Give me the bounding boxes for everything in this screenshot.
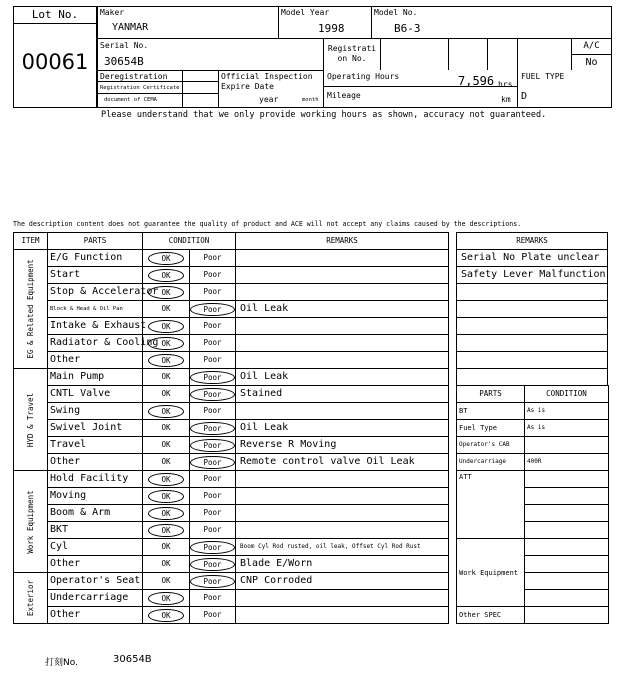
remark-cell [236,267,449,284]
table-row [457,284,608,301]
remarks-table-header: REMARKS [457,233,608,250]
ok-cell [143,335,190,352]
poor-cell [190,488,236,505]
ok-cell [143,267,190,284]
poor-label: Poor [190,439,234,452]
registration-certificate-label: Registration Certificate [100,85,180,91]
poor-cell [190,301,236,318]
cema-label: document of CEMA [104,97,157,103]
maker-value: YANMAR [112,22,149,33]
ok-label: OK [161,559,171,568]
ok-label: OK [148,286,183,299]
table-row [14,267,449,284]
ok-cell [143,352,190,369]
condition-header: CONDITION [143,233,236,250]
part-cell: E/G Function [48,250,143,267]
remark-line: Safety Lever Malfunction [457,267,608,284]
table-row [457,607,609,624]
remark-line [457,335,608,352]
fuel-type-label: FUEL TYPE [521,72,565,81]
spec-parts-header: PARTS [457,386,525,403]
remark-cell: CNP Corroded [236,573,449,590]
remark-cell [236,607,449,624]
table-row [457,318,608,335]
part-cell: Main Pump [48,369,143,386]
ok-cell [143,488,190,505]
part-cell: Travel [48,437,143,454]
ok-cell [143,607,190,624]
poor-cell [190,471,236,488]
remarks-table [456,232,608,386]
ok-cell [143,403,190,420]
spec-empty-cell [525,471,609,488]
part-cell: Stop & Accelerator [48,284,143,301]
ok-label: OK [161,372,171,381]
deregistration-label: Deregistration [100,72,168,81]
ok-label: OK [161,576,171,585]
stamp-value: 30654B [113,654,152,665]
ac-label: A/C [583,41,600,51]
ok-label: OK [148,337,183,350]
ok-cell [143,250,190,267]
ok-label: OK [148,507,183,520]
poor-label: Poor [203,525,222,534]
poor-cell [190,590,236,607]
table-row [457,352,608,369]
poor-label: Poor [203,508,222,517]
spec-empty-cell [525,573,609,590]
ok-label: OK [148,252,183,265]
part-cell: CNTL Valve [48,386,143,403]
poor-label: Poor [203,593,222,602]
condition-table [13,232,449,624]
part-cell: Radiator & Cooling [48,335,143,352]
spec-condition-cell: As is [525,420,609,437]
ok-label: OK [161,542,171,551]
ok-label: OK [148,354,183,367]
item-group-cell [14,369,48,471]
year-label: year [259,95,279,104]
table-row [14,335,449,352]
part-cell: Boom & Arm [48,505,143,522]
poor-label: Poor [203,287,222,296]
table-row [14,471,449,488]
poor-label: Poor [203,338,222,347]
ok-label: OK [161,423,171,432]
spec-part-cell: BT [457,403,525,420]
table-row [457,539,609,556]
table-row [457,369,608,386]
part-cell: Operator's Seat [48,573,143,590]
remark-cell [236,488,449,505]
fuel-type-value: D [521,91,528,102]
ok-cell [143,386,190,403]
att-label: ATT [457,471,525,539]
parts-header: PARTS [48,233,143,250]
part-cell: Cyl [48,539,143,556]
remark-cell: Oil Leak [236,301,449,318]
inspection-label: Official Inspection Expire Date [221,72,313,91]
poor-cell [190,556,236,573]
operating-hours-value: 7,596 [458,74,495,88]
ok-label: OK [148,269,183,282]
remark-cell [236,318,449,335]
table-row [14,403,449,420]
remark-cell [236,505,449,522]
ok-cell [143,454,190,471]
remark-cell: Remote control valve Oil Leak [236,454,449,471]
part-cell: Hold Facility [48,471,143,488]
spec-condition-cell: As is [525,403,609,420]
spec-table [456,385,609,624]
ok-cell [143,590,190,607]
remark-cell [236,471,449,488]
remark-cell [236,352,449,369]
ok-cell [143,471,190,488]
ok-label: OK [161,304,171,313]
ok-label: OK [148,473,183,486]
table-row [457,437,609,454]
item-group-cell [14,573,48,624]
spec-empty-cell [525,590,609,607]
remark-line [457,352,608,369]
poor-cell [190,539,236,556]
ok-cell [143,318,190,335]
ok-cell [143,420,190,437]
ok-cell [143,437,190,454]
part-cell: Other [48,556,143,573]
serial-label: Serial No. [100,41,149,50]
spec-condition-cell [525,437,609,454]
spec-part-cell: Fuel Type [457,420,525,437]
remark-cell [236,522,449,539]
poor-cell [190,267,236,284]
table-row [14,573,449,590]
part-cell: BKT [48,522,143,539]
remark-cell [236,250,449,267]
work-equipment-label: Work Equipment [457,539,525,607]
model-no-label: Model No. [374,8,418,17]
table-row [14,420,449,437]
poor-cell [190,335,236,352]
mileage-label: Mileage [327,91,361,100]
ok-cell [143,539,190,556]
remark-cell: Oil Leak [236,369,449,386]
poor-label: Poor [190,303,234,316]
part-cell: Intake & Exhaust [48,318,143,335]
table-row [14,284,449,301]
table-row [457,454,609,471]
table-row [14,369,449,386]
remark-cell: Reverse R Moving [236,437,449,454]
ok-label: OK [148,524,183,537]
remark-line [457,369,608,386]
poor-label: Poor [203,355,222,364]
remark-cell [236,335,449,352]
operating-hours-label: Operating Hours [327,72,400,81]
poor-cell [190,369,236,386]
part-cell: Swivel Joint [48,420,143,437]
remark-line [457,318,608,335]
poor-cell [190,437,236,454]
item-group-cell [14,250,48,369]
spec-part-cell: Operator's CAB [457,437,525,454]
poor-label: Poor [203,406,222,415]
poor-label: Poor [203,253,222,262]
part-cell: Other [48,352,143,369]
poor-cell [190,250,236,267]
poor-label: Poor [190,388,234,401]
ok-label: OK [161,440,171,449]
stamp-label: 打刻No. [45,658,78,668]
poor-cell [190,522,236,539]
item-group-label: HYD & Travel [25,392,35,447]
hours-disclaimer: Please understand that we only provide working hours as shown, accuracy not guaranteed. [101,110,547,120]
table-row [457,267,608,284]
part-cell: Other [48,607,143,624]
ok-cell [143,505,190,522]
poor-label: Poor [203,321,222,330]
poor-cell [190,403,236,420]
spec-condition-header: CONDITION [525,386,609,403]
table-row [14,301,449,318]
item-group-label: EG & Related Equipment [25,259,35,359]
poor-label: Poor [190,558,234,571]
poor-cell [190,284,236,301]
poor-cell [190,420,236,437]
ok-label: OK [148,405,183,418]
remark-cell: Blade E/Worn [236,556,449,573]
spec-empty-cell [525,556,609,573]
registration-label: Registrati on No. [327,44,377,63]
table-row [457,301,608,318]
ok-label: OK [148,490,183,503]
poor-label: Poor [203,610,222,619]
ok-cell [143,573,190,590]
ok-label: OK [148,320,183,333]
remark-cell: Stained [236,386,449,403]
part-cell: Swing [48,403,143,420]
ok-cell [143,522,190,539]
ok-label: OK [161,457,171,466]
table-row [14,505,449,522]
poor-label: Poor [203,491,222,500]
poor-label: Poor [190,371,234,384]
other-spec-label: Other SPEC [457,607,525,624]
poor-cell [190,454,236,471]
part-cell: Undercarriage [48,590,143,607]
ok-cell [143,301,190,318]
spec-empty-cell [525,488,609,505]
item-group-label: Work Equipment [25,489,35,554]
ok-label: OK [148,609,183,622]
spec-empty-cell [525,522,609,539]
spec-empty-cell [525,505,609,522]
poor-label: Poor [190,575,234,588]
hrs-label: hrs [498,80,513,89]
remark-line [457,284,608,301]
poor-label: Poor [203,270,222,279]
ok-label: OK [161,389,171,398]
item-group-label: Exterior [25,579,35,617]
maker-label: Maker [100,8,125,17]
poor-cell [190,386,236,403]
table-row [457,250,608,267]
table-row [14,488,449,505]
remark-cell [236,403,449,420]
table-row [14,250,449,267]
remark-cell: Oil Leak [236,420,449,437]
model-year-label: Model Year [281,8,330,17]
poor-cell [190,318,236,335]
poor-cell [190,505,236,522]
poor-label: Poor [190,541,234,554]
remark-cell [236,590,449,607]
km-label: km [501,95,511,104]
remark-cell: Boom Cyl Rod rusted, oil leak, Offset Cyl Rod Rust [236,539,449,556]
remark-line: Serial No Plate unclear [457,250,608,267]
description-disclaimer: The description content does not guarantee the quality of product and ACE will not accept any claims caused by the descriptions. [13,220,522,228]
poor-cell [190,607,236,624]
spec-condition-cell: 400R [525,454,609,471]
ok-cell [143,284,190,301]
table-row [14,590,449,607]
table-row [14,318,449,335]
model-year-value: 1998 [318,22,345,35]
table-row [14,556,449,573]
ok-cell [143,556,190,573]
table-row [14,386,449,403]
part-cell: Moving [48,488,143,505]
table-row [14,539,449,556]
remarks-header: REMARKS [236,233,449,250]
poor-cell [190,573,236,590]
serial-value: 30654B [104,55,144,68]
part-cell: Other [48,454,143,471]
table-row [457,335,608,352]
remark-line [457,301,608,318]
month-label: month [302,97,319,103]
ok-cell [143,369,190,386]
lot-label: Lot No. [31,8,79,21]
remark-cell [236,284,449,301]
lot-number: 00061 [21,50,89,74]
table-row [14,437,449,454]
poor-label: Poor [190,456,234,469]
model-no-value: B6-3 [394,22,421,35]
item-header: ITEM [14,233,48,250]
part-cell: Block & Head & Oil Pan [48,301,143,318]
spec-empty-cell [525,539,609,556]
spec-empty-cell [525,607,609,624]
table-row [14,607,449,624]
ok-label: OK [148,592,183,605]
table-row [457,420,609,437]
item-group-cell [14,471,48,573]
poor-label: Poor [190,422,234,435]
poor-label: Poor [203,474,222,483]
table-row [14,352,449,369]
table-row [457,403,609,420]
ac-value: No [585,57,598,68]
spec-part-cell: Undercarriage [457,454,525,471]
poor-cell [190,352,236,369]
table-row [14,522,449,539]
part-cell: Start [48,267,143,284]
table-row [457,471,609,488]
table-row [14,454,449,471]
